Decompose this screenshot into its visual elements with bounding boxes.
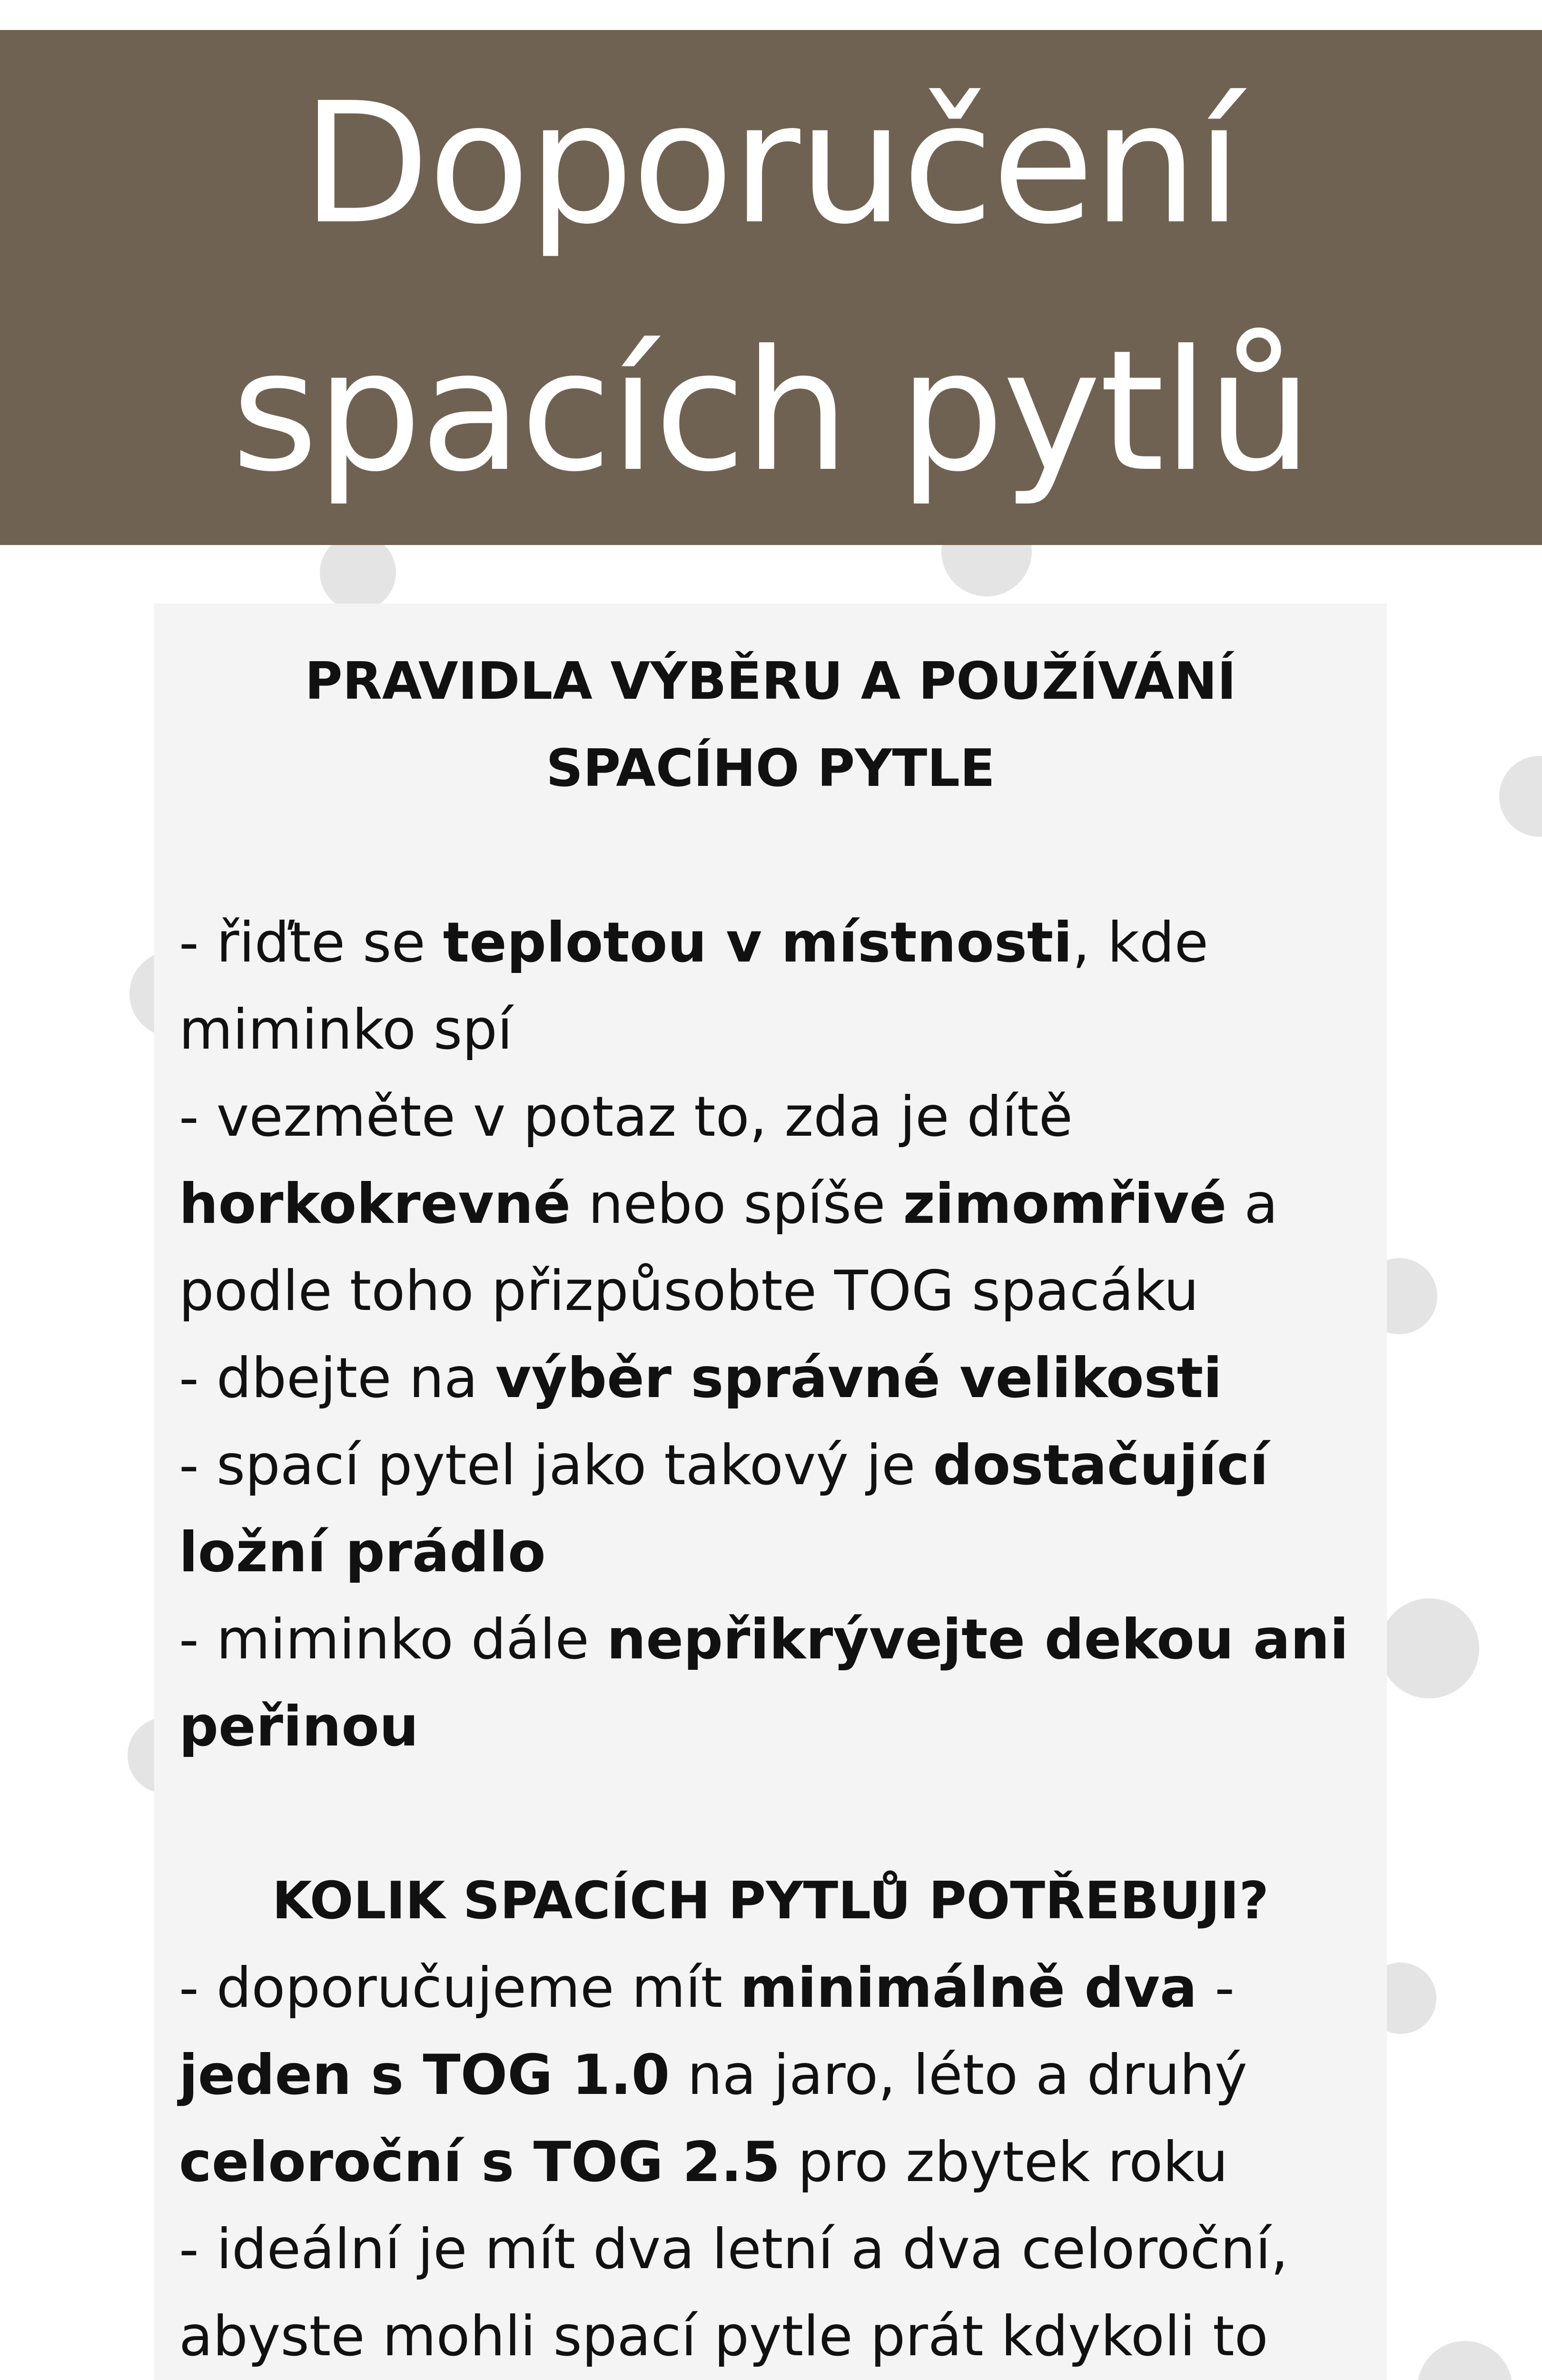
bold-text: jeden s TOG 1.0 xyxy=(179,2043,670,2107)
rule-item-temperature xyxy=(179,899,1362,1073)
text-span: na jaro, léto a druhý xyxy=(670,2043,1247,2107)
bold-text: horkokrevné xyxy=(179,1172,571,1236)
section-heading-rules xyxy=(179,638,1362,812)
text-span: pro zbytek roku xyxy=(780,2130,1228,2194)
bold-text: minimálně dva xyxy=(740,1956,1197,2020)
text-span: - ideální je mít dva letní a dva celoroční, abyste mohli spací pytle prát kdykoli to xyxy=(179,2217,1288,2369)
decor-dot xyxy=(1379,1598,1479,1698)
text-span: - dbejte na xyxy=(179,1346,495,1410)
decor-dot xyxy=(1499,756,1542,837)
text-span: nebo spíše xyxy=(571,1172,903,1236)
text-span: - miminko dále xyxy=(179,1607,607,1672)
heading-line: SPACÍHO PYTLE xyxy=(546,739,995,798)
text-span: a podle toho přizpůsobte TOG spacáku xyxy=(179,1172,1278,1323)
spacer xyxy=(179,1770,1362,1857)
spacer xyxy=(179,812,1362,899)
rule-item-blanket xyxy=(179,1596,1362,1770)
rule-item-size xyxy=(179,1335,1362,1422)
bold-text: dostačující ložní prádlo xyxy=(179,1433,1269,1585)
bold-text: celoroční s TOG 2.5 xyxy=(179,2130,781,2194)
text-span: - xyxy=(1197,1956,1235,2020)
bold-text: nepřikrývejte dekou ani peřinou xyxy=(179,1607,1349,1759)
bold-text: teplotou v místnosti xyxy=(443,911,1073,975)
page-title-line-2: spacích pytlů xyxy=(231,314,1311,508)
heading-line: PRAVIDLA VÝBĚRU A POUŽÍVÁNÍ xyxy=(305,652,1236,711)
decor-dot xyxy=(1417,2341,1512,2380)
rule-item-bedding xyxy=(179,1422,1362,1596)
bold-text: výběr správné velikosti xyxy=(495,1346,1222,1410)
page-title-line-1: Doporučení xyxy=(301,67,1241,261)
text-span: - doporučujeme mít xyxy=(179,1956,740,2020)
count-item-ideal xyxy=(179,2206,1362,2380)
title-banner xyxy=(0,30,1542,545)
text-span: - spací pytel jako takový je xyxy=(179,1433,933,1497)
text-span: - řiďte se xyxy=(179,911,443,975)
text-span: , kde miminko spí xyxy=(179,911,1208,1062)
rule-item-tog xyxy=(179,1073,1362,1335)
bold-text: zimomřivé xyxy=(903,1172,1227,1236)
info-card xyxy=(154,604,1387,2380)
decor-dot xyxy=(320,535,396,611)
text-span: - vezměte v potaz to, zda je dítě xyxy=(179,1085,1073,1149)
section-heading-count: KOLIK SPACÍCH PYTLŮ POTŘEBUJI? xyxy=(272,1871,1269,1931)
count-item-minimum xyxy=(179,1944,1362,2206)
